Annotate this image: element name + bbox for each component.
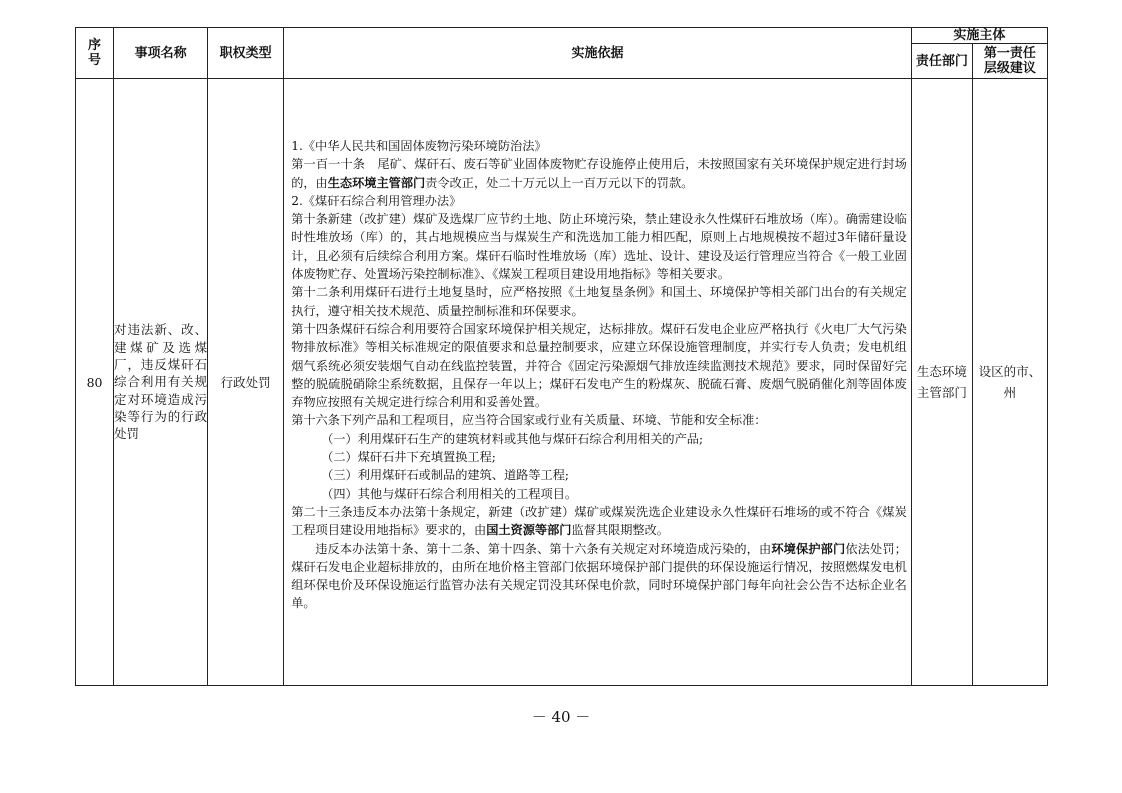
- cell-basis: [284, 79, 912, 686]
- basis-item-2: （二）煤矸石井下充填置换工程;: [321, 450, 496, 465]
- header-first-level: 第一责任层级建议: [972, 44, 1047, 79]
- basis-dept-highlight: 环境保护部门: [771, 541, 846, 556]
- cell-responsible-dept: 生态环境主管部门: [911, 79, 972, 686]
- basis-law-1: 1.《中华人民共和国固体废物污染环境防治法》: [291, 139, 547, 153]
- header-responsible-dept: 责任部门: [911, 44, 972, 79]
- basis-article-110: 第一百一十条 尾矿、煤矸石、废石等矿业固体废物贮存设施停止使用后，未按照国家有关环境保护规定进行封场的，由生态环境主管部门责令改正，处二十万元以上一百万元以下的罚款。: [291, 157, 907, 190]
- cell-power-type: 行政处罚: [208, 79, 284, 686]
- enforcement-table: [75, 27, 1048, 686]
- header-item-name: 事项名称: [114, 28, 208, 79]
- basis-article-12: 第十二条利用煤矸石进行土地复垦时，应严格按照《土地复垦条例》和国土、环境保护等相关部门出台的有关规定执行，遵守相关技术规范、质量控制标准和环保要求。: [291, 285, 907, 318]
- basis-penalty-paragraph: 违反本办法第十条、第十二条、第十四条、第十六条有关规定对环境造成污染的，由环境保护部门依法处罚；煤矸石发电企业超标排放的，由所在地价格主管部门依据环境保护部门提供的环保设施运行情况，按照燃煤发电机组环保电价及环保设施运行监管办法有关规定罚没其环保电价款，同时环境保护部门每年向社会公告不达标企业名单。: [291, 541, 907, 611]
- basis-dept-highlight: 生态环境主管部门: [327, 175, 426, 190]
- cell-seq: 80: [76, 79, 114, 686]
- cell-first-level: 设区的市、州: [972, 79, 1047, 686]
- basis-article-16: 第十六条下列产品和工程项目，应当符合国家或行业有关质量、环境、节能和安全标准：: [291, 413, 767, 428]
- header-basis: 实施依据: [284, 28, 912, 79]
- basis-article-14: 第十四条煤矸石综合利用要符合国家环境保护相关规定，达标排放。煤矸石发电企业应严格执行《火电厂大气污染物排放标准》等相关标准规定的限值要求和总量控制要求，应建立环保设施管理制度，并实行专人负责；发电机组烟气系统必须安装烟气自动在线监控装置，并符合《固定污染源烟气排放连续监测技术规范》要求，同时保留好完整的脱硫脱硝除尘系统数据，且保存一年以上；煤矸石发电产生的粉煤灰、脱硫石膏、废烟气脱硝催化剂等固体废弃物应按照有关规定进行综合利用和妥善处置。: [291, 321, 907, 410]
- basis-law-2: 2.《煤矸石综合利用管理办法》: [291, 193, 462, 208]
- basis-dept-highlight: 国土资源等部门: [486, 523, 572, 538]
- basis-item-3: （三）利用煤矸石或制品的建筑、道路等工程;: [321, 468, 570, 483]
- header-implementing-subject: 实施主体: [911, 28, 1047, 44]
- basis-article-23: 第二十三条违反本办法第十条规定，新建（改扩建）煤矿或煤炭洗选企业建设永久性煤矸石堆场的或不符合《煤炭工程项目建设用地指标》要求的，由国土资源等部门监督其限期整改。: [291, 504, 907, 538]
- header-power-type: 职权类型: [208, 28, 284, 79]
- basis-article-10: 第十条新建（改扩建）煤矿及选煤厂应节约土地、防止环境污染，禁止建设永久性煤矸石堆放场（库）。确需建设临时性堆放场（库）的，其占地规模应当与煤炭生产和洗选加工能力相匹配，原则上占地规模按不超过3年储矸量设计，且必须有后续综合利用方案。煤矸石临时性堆放场（库）选址、设计、建设及运行管理应当符合《一般工业固体废物贮存、处置场污染控制标准》、《煤炭工程项目建设用地指标》等相关要求。: [291, 212, 907, 282]
- header-seq: 序号: [76, 28, 114, 79]
- table-row: [76, 79, 1048, 686]
- basis-item-4: （四）其他与煤矸石综合利用相关的工程项目。: [321, 486, 578, 501]
- page-number: － 40 －: [531, 708, 591, 726]
- cell-item-name: 对违法新、改、建煤矿及选煤厂，违反煤矸石综合利用有关规定对环境造成污染等行为的行政处罚: [114, 79, 208, 686]
- basis-item-1: （一）利用煤矸石生产的建筑材料或其他与煤矸石综合利用相关的产品;: [321, 431, 704, 446]
